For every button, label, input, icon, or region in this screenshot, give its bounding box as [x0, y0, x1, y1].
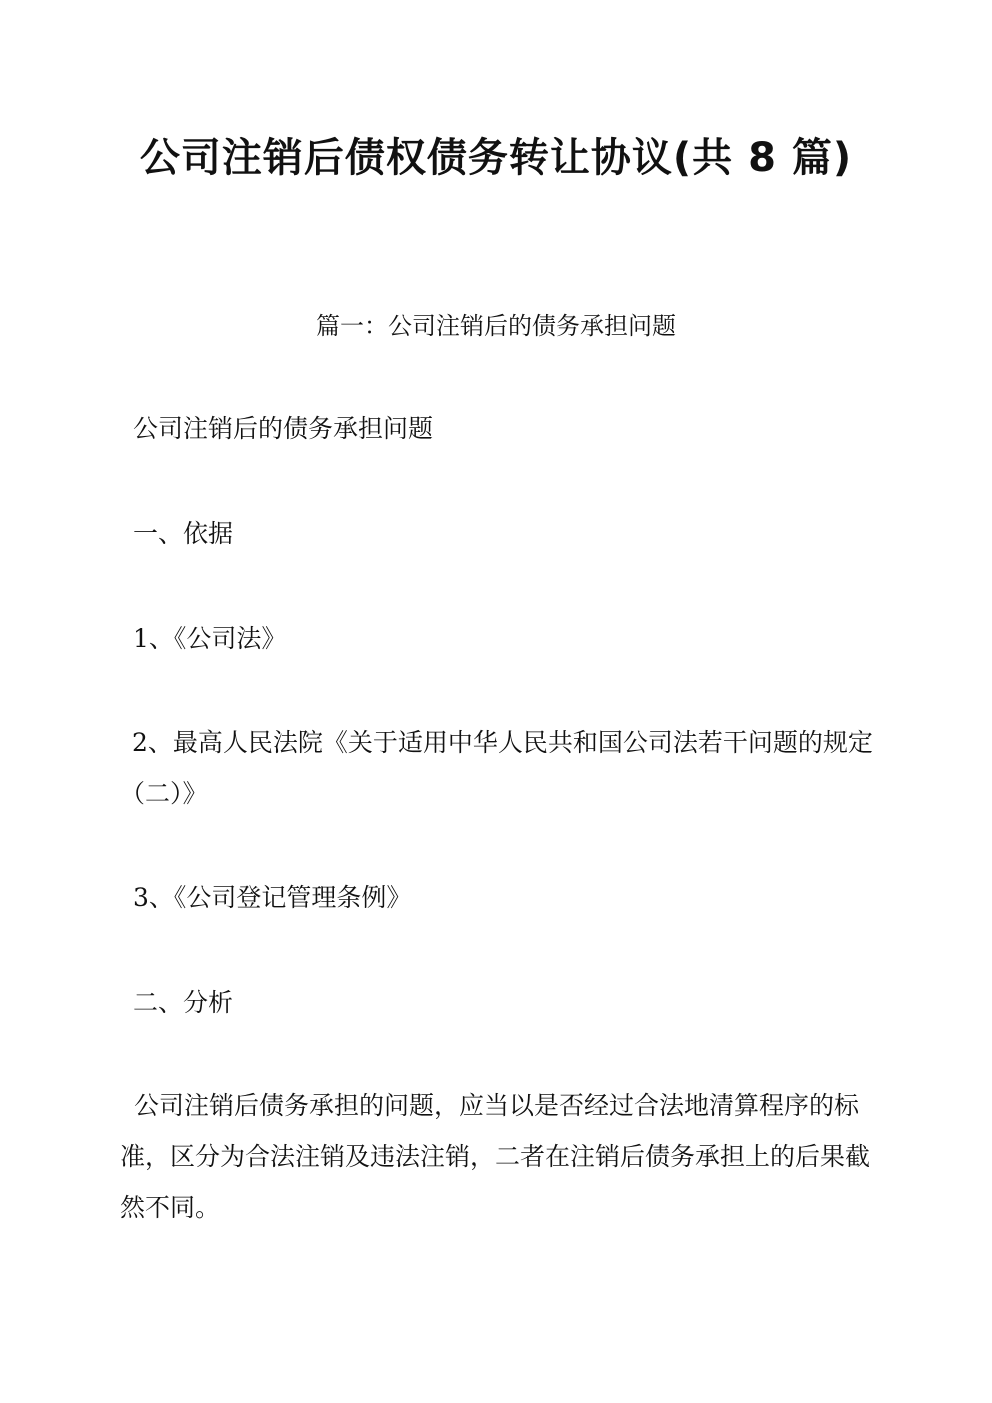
document-title: 公司注销后债权债务转让协议(共 8 篇) [139, 135, 853, 181]
basis-item-3: 3、《公司登记管理条例》 [133, 883, 412, 912]
section-subtitle: 公司注销后的债务承担问题 [133, 414, 434, 443]
chapter-heading: 篇一：公司注销后的债务承担问题 [316, 312, 676, 340]
section-heading-analysis: 二、分析 [133, 988, 234, 1017]
analysis-paragraph: 公司注销后债务承担的问题，应当以是否经过合法地清算程序的标准，区分为合法注销及违法注销，二者在注销后债务承担上的后果截然不同。 [120, 1091, 871, 1222]
section-heading-basis: 一、依据 [133, 519, 234, 548]
basis-item-1: 1、《公司法》 [133, 624, 287, 653]
basis-item-2: 2、最高人民法院《关于适用中华人民共和国公司法若干问题的规定（二）》 [120, 728, 873, 808]
